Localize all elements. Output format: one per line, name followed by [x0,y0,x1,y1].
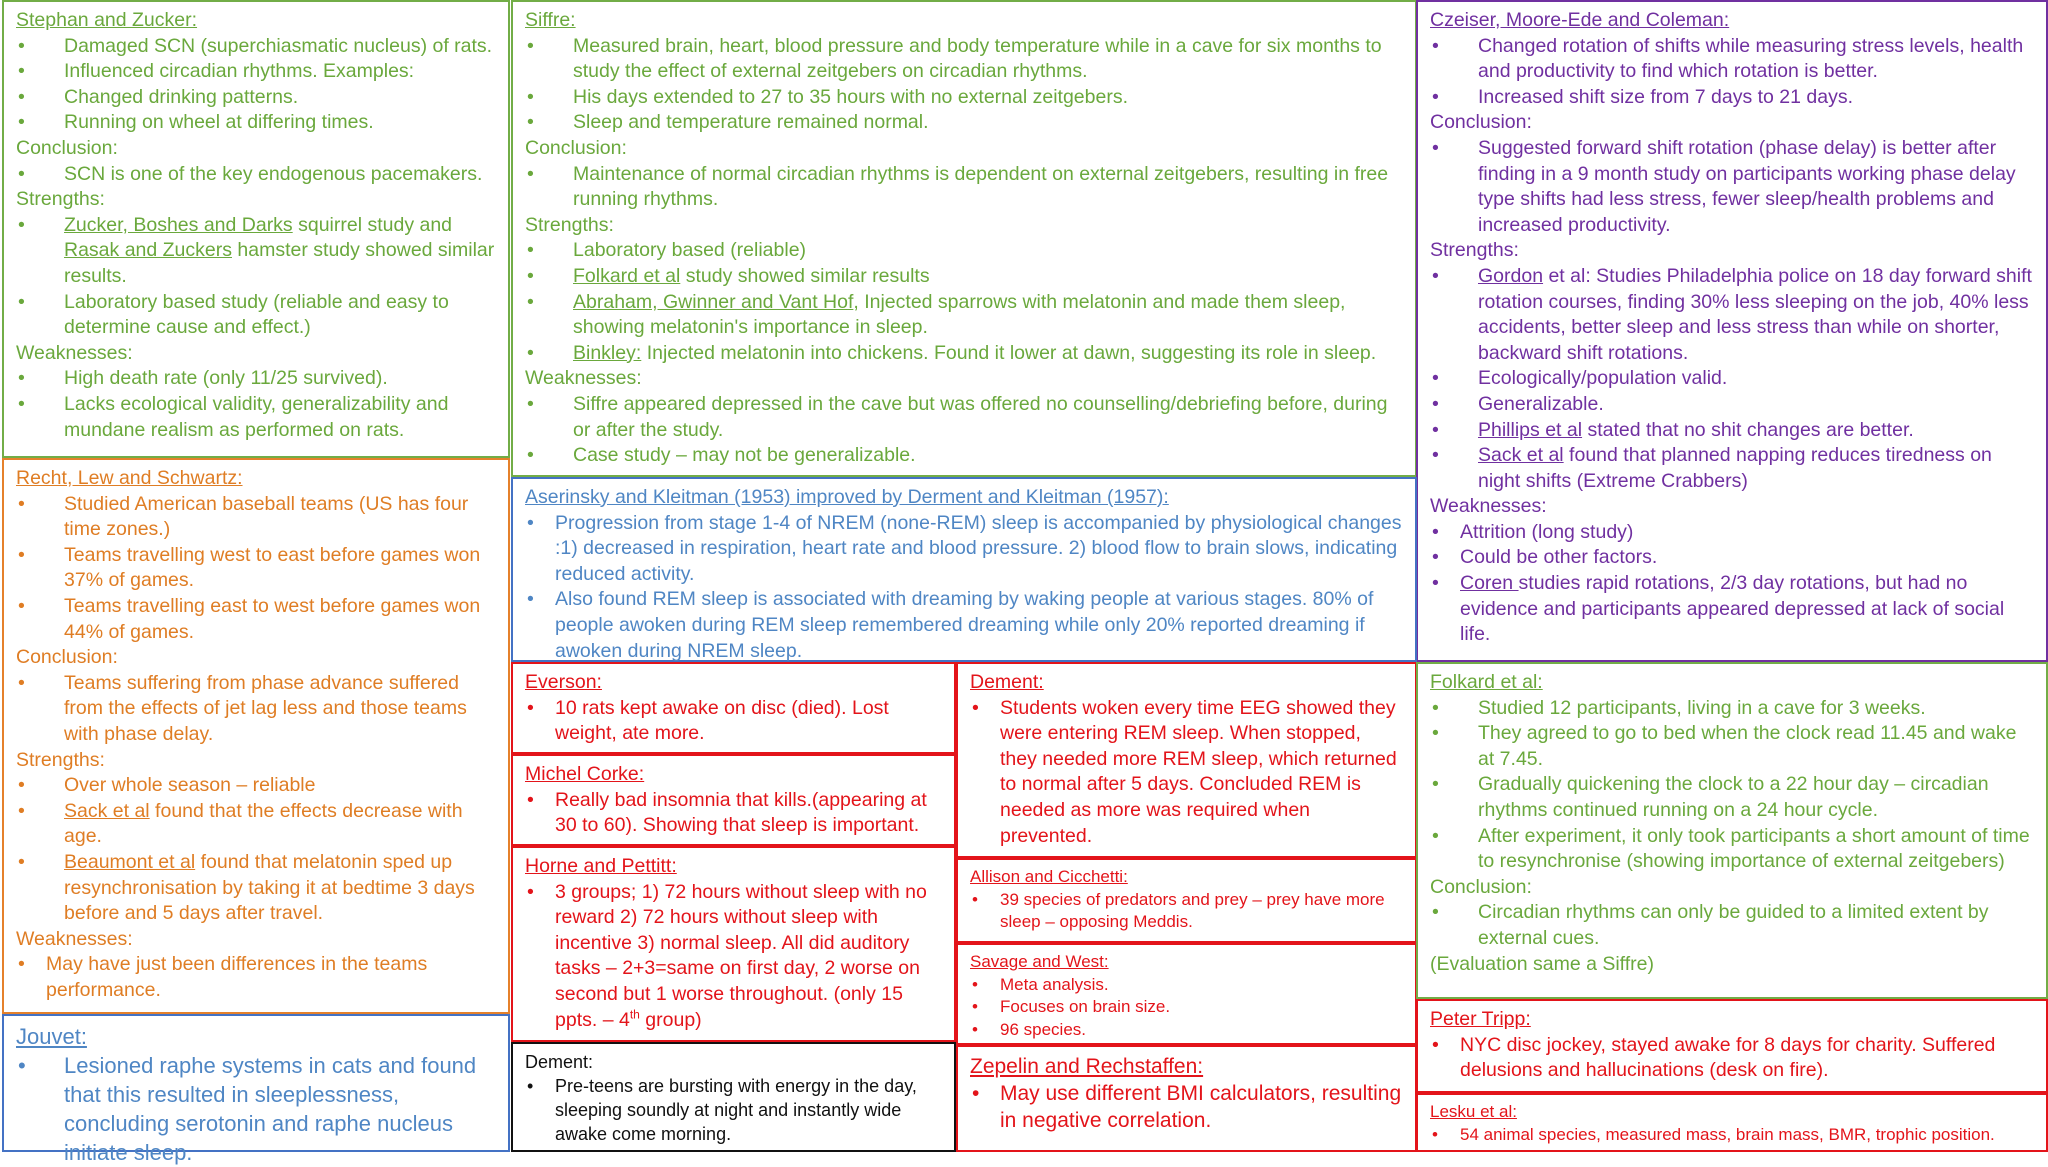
card-title: Siffre: [525,9,576,31]
card-title: Michel Corke: [525,763,645,785]
section-weaknesses: Weaknesses: [1430,495,1547,518]
bullet: • Sack et al found that the effects decrease with age. [16,799,496,850]
bullet: • Teams travelling west to east before games won 37% of games. [16,543,496,594]
bullet: • Lesioned raphe systems in cats and found that this resulted in sleeplessness, concluding serotonin and raphe nucleus initiate sleep. [16,1051,496,1167]
bullet: • Circadian rhythms can only be guided to a limited extent by external cues. [1430,900,2034,951]
bullet: • Also found REM sleep is associated with dreaming by waking people at various stages. 80% of people awoken during REM sleep remembered dreaming while only 20% reported dreaming if awoken during NREM sleep. [525,587,1403,664]
reference: Coren [1460,572,1519,595]
bullet: • May have just been differences in the teams performance. [16,952,496,1003]
card-michel-corke [511,754,956,846]
card-horne-pettitt [511,846,956,1042]
bullet: • Sleep and temperature remained normal. [525,110,1403,136]
section-conclusion: Conclusion: [525,136,627,159]
bullet: • They agreed to go to bed when the clock read 11.45 and wake at 7.45. [1430,721,2034,772]
bullet: • Running on wheel at differing times. [16,110,496,136]
card-dement-preteens [511,1042,956,1152]
card-title: Horne and Pettitt: [525,855,677,877]
section-strengths: Strengths: [525,213,614,236]
section-strengths: Strengths: [16,188,105,211]
card-zepelin-rechstaffen [956,1045,1417,1152]
card-title: Aserinsky and Kleitman (1953) improved by Derment and Kleitman (1957): [525,486,1169,508]
bullet: • Maintenance of normal circadian rhythms is dependent on external zeitgebers, resulting in free running rhythms. [525,162,1403,213]
section-strengths: Strengths: [1430,239,1519,262]
bullet: • Measured brain, heart, blood pressure and body temperature while in a cave for six months to study the effect of external zeitgebers on circadian rhythms. [525,34,1403,85]
bullet: • Gordon et al: Studies Philadelphia police on 18 day forward shift rotation courses, finding 30% less sleeping on the job, 40% less accidents, better sleep and less stress than while on shorter, backward shift rotations. [1430,264,2034,366]
bullet: • Could be other factors. [1430,545,2034,571]
bullet: • Siffre appeared depressed in the cave but was offered no counselling/debriefing before, during or after the study. [525,392,1403,443]
bullet: • Case study – may not be generalizable. [525,443,1403,469]
bullet: • Students woken every time EEG showed they were entering REM sleep. When stopped, they needed more REM sleep, which returned to normal after 5 days. Concluded REM is needed as more was required when prevented. [970,696,1403,850]
card-czeiser [1416,0,2048,662]
bullet: • Changed rotation of shifts while measuring stress levels, health and productivity to find which rotation is better. [1430,34,2034,85]
section-weaknesses: Weaknesses: [525,367,642,390]
evaluation-note: (Evaluation same a Siffre) [1430,952,1654,975]
bullet: • Binkley: Injected melatonin into chickens. Found it lower at dawn, suggesting its role in sleep. [525,341,1403,367]
card-title: Dement: [525,1052,594,1072]
reference: Beaumont et al [64,850,196,873]
bullet: • Phillips et al stated that no shit changes are better. [1430,418,2034,444]
bullet: • Gradually quickening the clock to a 22 hour day – circadian rhythms continued running on a 24 hour cycle. [1430,772,2034,823]
bullet: • 54 animal species, measured mass, brain mass, BMR, trophic position. [1430,1124,2034,1147]
card-title: Everson: [525,671,602,693]
section-weaknesses: Weaknesses: [16,341,133,364]
card-everson [511,662,956,754]
bullet: • Meta analysis. [970,974,1403,997]
card-jouvet [2,1014,510,1165]
bullet: • Attrition (long study) [1430,520,2034,546]
reference: Gordon [1478,264,1544,287]
bullet: • Changed drinking patterns. [16,85,496,111]
bullet: • Influenced circadian rhythms. Examples: [16,59,496,85]
bullet: • Generalizable. [1430,392,2034,418]
bullet: • NYC disc jockey, stayed awake for 8 days for charity. Suffered delusions and hallucinations (desk on fire). [1430,1033,2034,1084]
reference: Rasak and Zuckers [64,239,232,262]
bullet: • Pre-teens are bursting with energy in the day, sleeping soundly at night and instantly wide awake come morning. [525,1074,942,1146]
bullet: • Damaged SCN (superchiasmatic nucleus) of rats. [16,34,496,60]
card-title: Peter Tripp: [1430,1008,1531,1030]
bullet: • Laboratory based study (reliable and easy to determine cause and effect.) [16,290,496,341]
card-allison-cicchetti [956,858,1417,943]
section-conclusion: Conclusion: [16,136,118,159]
card-title: Jouvet: [16,1024,87,1049]
card-title: Zepelin and Rechstaffen: [970,1055,1204,1078]
bullet: • Suggested forward shift rotation (phase delay) is better after finding in a 9 month study on participants working phase delay type shifts had less stress, fewer sleep/health problems and increased productivity. [1430,136,2034,238]
bullet: • Lacks ecological validity, generalizability and mundane realism as performed on rats. [16,392,496,443]
bullet: • After experiment, it only took participants a short amount of time to resynchronise (showing importance of external zeitgebers) [1430,824,2034,875]
bullet: • Sack et al found that planned napping reduces tiredness on night shifts (Extreme Crabbers) [1430,443,2034,494]
reference: Sack et al [64,799,150,822]
bullet: • Folkard et al study showed similar results [525,264,1403,290]
card-siffre [511,0,1417,477]
bullet: • Zucker, Boshes and Darks squirrel study and Rasak and Zuckers hamster study showed similar results. [16,213,496,290]
bullet: • Abraham, Gwinner and Vant Hof, Injected sparrows with melatonin and made them sleep, showing melatonin's importance in sleep. [525,290,1403,341]
bullet: • Laboratory based (reliable) [525,238,1403,264]
reference: Folkard et al [573,264,681,287]
bullet: • 3 groups; 1) 72 hours without sleep with no reward 2) 72 hours without sleep with incentive 3) normal sleep. All did auditory tasks – 2+3=same on first day, 2 worse on second but 1 worse throughout. (only 15 ppts. – 4th group) [525,880,942,1034]
card-stephan-zucker [2,0,510,458]
reference: Phillips et al [1478,418,1583,441]
card-title: Lesku et al: [1430,1102,1517,1121]
bullet: • May use different BMI calculators, resulting in negative correlation. [970,1080,1403,1134]
card-aserinsky [511,477,1417,662]
bullet: • Studied 12 participants, living in a cave for 3 weeks. [1430,696,2034,722]
card-title: Folkard et al: [1430,671,1543,693]
bullet: • Really bad insomnia that kills.(appearing at 30 to 60). Showing that sleep is important. [525,788,942,839]
section-conclusion: Conclusion: [1430,875,1532,898]
bullet: • Teams suffering from phase advance suffered from the effects of jet lag less and those teams with phase delay. [16,671,496,748]
bullet: • High death rate (only 11/25 survived). [16,366,496,392]
bullet: • His days extended to 27 to 35 hours with no external zeitgebers. [525,85,1403,111]
reference: Zucker, Boshes and Darks [64,213,293,236]
reference: Abraham, Gwinner and Vant Hof [573,290,854,313]
card-title: Allison and Cicchetti: [970,867,1128,886]
bullet: • 39 species of predators and prey – prey have more sleep – opposing Meddis. [970,889,1403,934]
bullet: • Focuses on brain size. [970,996,1403,1019]
card-title: Dement: [970,671,1044,693]
bullet: • SCN is one of the key endogenous pacemakers. [16,162,496,188]
section-conclusion: Conclusion: [16,646,118,669]
card-folkard [1416,662,2048,999]
bullet: • Beaumont et al found that melatonin sped up resynchronisation by taking it at bedtime 3 days before and 5 days after travel. [16,850,496,927]
section-weaknesses: Weaknesses: [16,927,133,950]
bullet: • 96 species. [970,1019,1403,1042]
reference: Binkley: [573,341,642,364]
bullet: • Studied American baseball teams (US has four time zones.) [16,492,496,543]
section-conclusion: Conclusion: [1430,111,1532,134]
card-title: Czeiser, Moore-Ede and Coleman: [1430,9,1730,31]
card-title: Savage and West: [970,952,1109,971]
card-lesku [1416,1093,2048,1152]
bullet: • Increased shift size from 7 days to 21 days. [1430,85,2034,111]
bullet: • Teams travelling east to west before games won 44% of games. [16,594,496,645]
bullet: • Ecologically/population valid. [1430,366,2034,392]
card-peter-tripp [1416,999,2048,1093]
bullet: • Coren studies rapid rotations, 2/3 day rotations, but had no evidence and participants appeared depressed at lack of social life. [1430,571,2034,648]
bullet: • 10 rats kept awake on disc (died). Lost weight, ate more. [525,696,942,747]
card-title: Stephan and Zucker: [16,9,198,31]
card-title: Recht, Lew and Schwartz: [16,467,243,489]
card-savage-west [956,943,1417,1045]
bullet: • Progression from stage 1-4 of NREM (none-REM) sleep is accompanied by physiological changes :1) decreased in respiration, heart rate and blood pressure. 2) blood flow to brain slows, indicating reduced activity. [525,511,1403,588]
bullet: • Over whole season – reliable [16,773,496,799]
card-dement-rem [956,662,1417,858]
reference: Sack et al [1478,444,1564,467]
section-strengths: Strengths: [16,748,105,771]
card-recht [2,458,510,1014]
